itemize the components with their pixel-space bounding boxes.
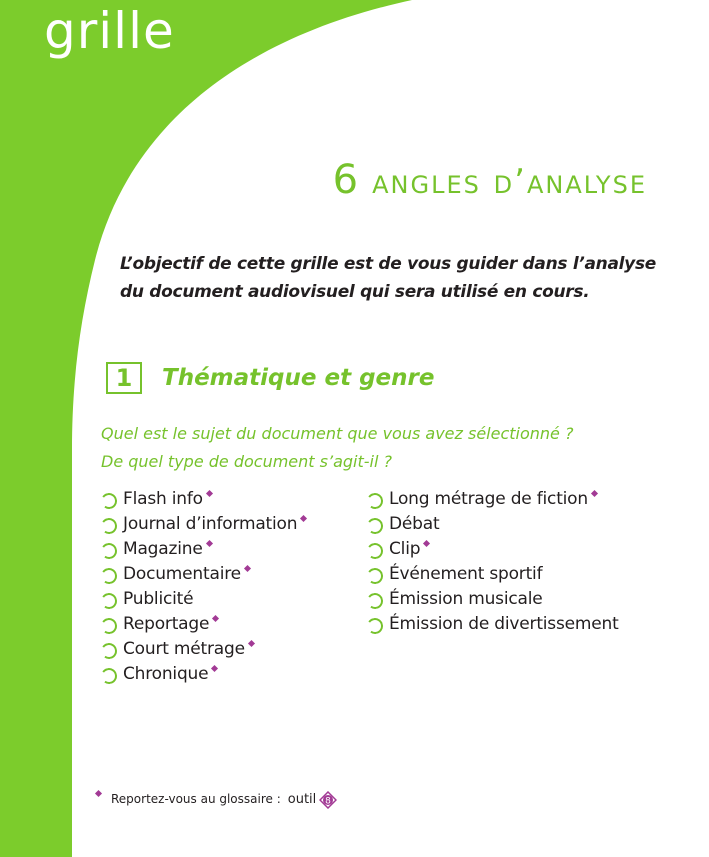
option-circle-icon[interactable] [366, 617, 382, 633]
option-item[interactable] [366, 587, 619, 612]
option-item[interactable] [100, 587, 306, 612]
option-circle-icon[interactable] [366, 542, 382, 558]
intro-paragraph [120, 250, 680, 306]
intro-line: du document audiovisuel qui sera utilisé en cours. [120, 282, 590, 302]
title-text: angles d’analyse [372, 162, 647, 202]
glossary-marker-icon [300, 515, 307, 522]
glossary-footnote [96, 790, 337, 808]
option-item[interactable] [366, 537, 619, 562]
section-number-badge: 1 [106, 362, 142, 394]
question-text: Quel est le sujet du document que vous avez sélectionné ? [101, 424, 574, 443]
option-label: Émission de divertissement [389, 614, 619, 634]
option-circle-icon[interactable] [100, 567, 116, 583]
option-item[interactable] [100, 562, 306, 587]
option-item[interactable] [100, 662, 306, 687]
option-item[interactable] [366, 562, 619, 587]
option-circle-icon[interactable] [100, 667, 116, 683]
section-questions [101, 420, 573, 476]
option-label: Reportage [123, 614, 210, 634]
option-circle-icon[interactable] [366, 517, 382, 533]
option-circle-icon[interactable] [366, 592, 382, 608]
options-right-column [366, 487, 619, 637]
option-label: Court métrage [123, 639, 245, 659]
tool-number-badge [319, 791, 337, 809]
option-circle-icon[interactable] [100, 592, 116, 608]
option-label: Flash info [123, 489, 203, 509]
question-text: De quel type de document s’agit-il ? [101, 452, 392, 471]
glossary-marker-icon [244, 565, 251, 572]
option-circle-icon[interactable] [100, 517, 116, 533]
option-item[interactable] [100, 637, 306, 662]
option-label: Documentaire [123, 564, 241, 584]
option-label: Événement sportif [389, 564, 543, 584]
option-circle-icon[interactable] [366, 492, 382, 508]
option-circle-icon[interactable] [100, 642, 116, 658]
glossary-marker-icon [95, 789, 102, 796]
option-label: Journal d’information [123, 514, 298, 534]
option-item[interactable] [100, 612, 306, 637]
option-label: Débat [389, 514, 440, 534]
option-item[interactable] [366, 487, 619, 512]
tool-number: 8 [325, 796, 332, 807]
glossary-marker-icon [211, 665, 218, 672]
option-item[interactable] [366, 612, 619, 637]
intro-line: L’objectif de cette grille est de vous guider dans l’analyse [120, 254, 657, 274]
header-tab-word: grille [44, 2, 175, 60]
option-label: Long métrage de fiction [389, 489, 588, 509]
option-label: Magazine [123, 539, 203, 559]
glossary-marker-icon [248, 640, 255, 647]
option-circle-icon[interactable] [366, 567, 382, 583]
option-circle-icon[interactable] [100, 617, 116, 633]
option-circle-icon[interactable] [100, 542, 116, 558]
tool-label: outil [287, 791, 317, 807]
option-item[interactable] [100, 512, 306, 537]
glossary-marker-icon [212, 615, 219, 622]
option-label: Clip [389, 539, 421, 559]
section-title: Thématique et genre [162, 365, 435, 391]
glossary-marker-icon [206, 540, 213, 547]
glossary-marker-icon [423, 540, 430, 547]
option-item[interactable] [100, 487, 306, 512]
option-item[interactable] [366, 512, 619, 537]
title-number: 6 [332, 157, 359, 203]
option-item[interactable] [100, 537, 306, 562]
option-label: Émission musicale [389, 589, 543, 609]
page-title [332, 157, 647, 203]
glossary-marker-icon [206, 490, 213, 497]
options-left-column [100, 487, 306, 687]
option-label: Chronique [123, 664, 209, 684]
glossary-marker-icon [591, 490, 598, 497]
option-circle-icon[interactable] [100, 492, 116, 508]
footnote-text: Reportez-vous au glossaire : [111, 792, 281, 806]
section-heading [106, 361, 434, 395]
option-label: Publicité [123, 589, 194, 609]
